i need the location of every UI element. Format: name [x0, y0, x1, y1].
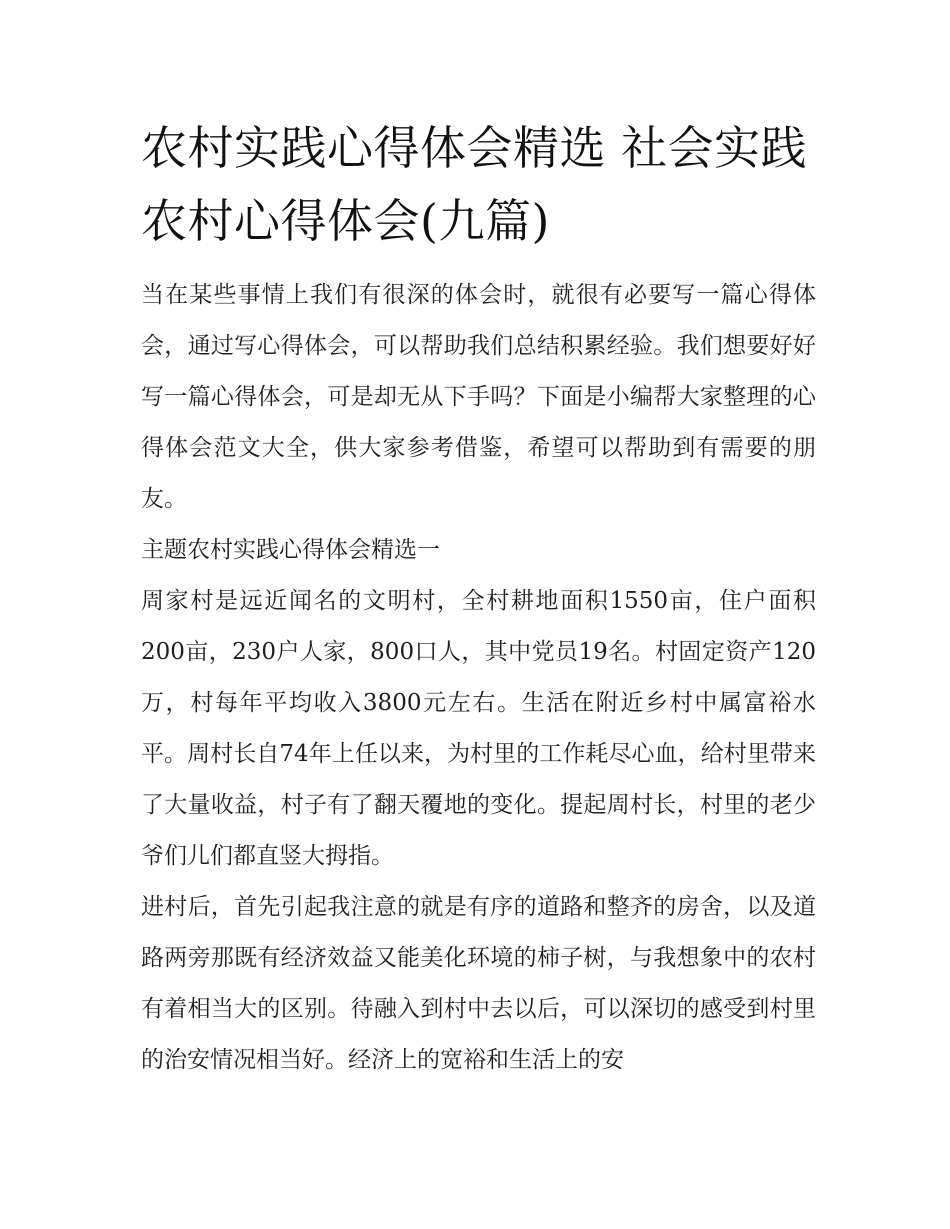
paragraph-village-overview: 周家村是远近闻名的文明村，全村耕地面积1550亩，住户面积200亩，230户人家，800口人，其中党员19名。村固定资产120万，村每年平均收入3800元左右。生活在附近乡村中属富裕水平。周村长自74年上任以来，为村里的工作耗尽心血，给村里带来了大量收益，村子有了翻天覆地的变化。提起周村长，村里的老少爷们儿们都直竖大拇指。	[141, 588, 816, 869]
document-title: 农村实践心得体会精选 社会实践农村心得体会(九篇)	[141, 121, 808, 248]
document-body	[141, 112, 816, 1086]
paragraph-village-impression: 进村后，首先引起我注意的就是有序的道路和整齐的房舍，以及道路两旁那既有经济效益又能美化环境的柿子树，与我想象中的农村有着相当大的区别。待融入到村中去以后，可以深切的感受到村里的治安情况相当好。经济上的宽裕和生活上的安	[141, 894, 816, 1073]
paragraph-intro: 当在某些事情上我们有很深的体会时，就很有必要写一篇心得体会，通过写心得体会，可以帮助我们总结积累经验。我们想要好好写一篇心得体会，可是却无从下手吗？下面是小编帮大家整理的心得体会范文大全，供大家参考借鉴，希望可以帮助到有需要的朋友。	[141, 282, 816, 512]
section-heading: 主题农村实践心得体会精选一	[141, 537, 440, 563]
